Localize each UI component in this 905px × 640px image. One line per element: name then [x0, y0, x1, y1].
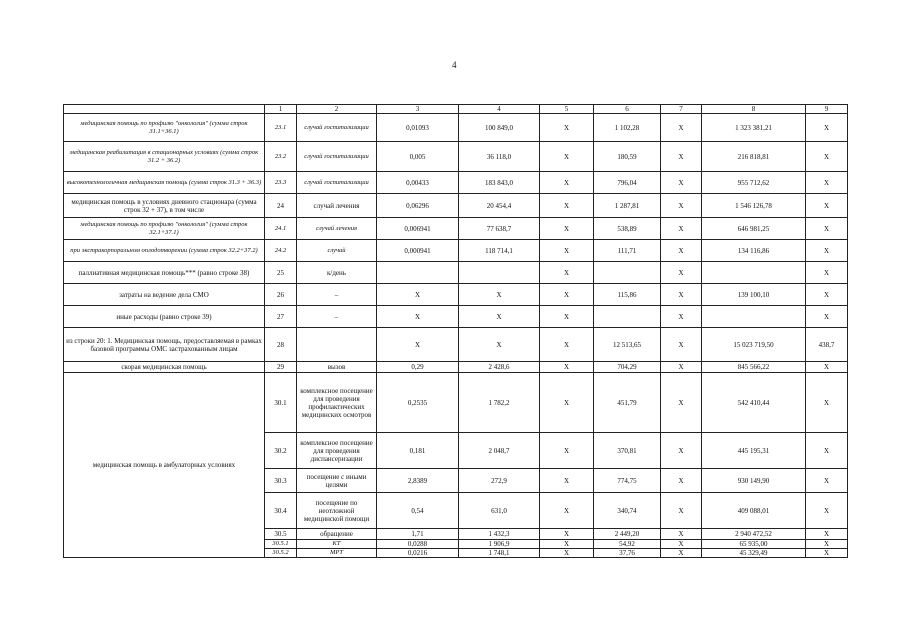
value-cell: 0,01093 [377, 114, 459, 142]
row-code-cell: 25 [265, 262, 297, 284]
header-cell: 2 [297, 105, 377, 114]
row-code-cell: 24.1 [265, 218, 297, 240]
table-row [64, 218, 848, 240]
row-unit-cell: комплексное посещение для проведения профилактических медицинских осмотров [297, 373, 377, 433]
value-cell: Х [540, 240, 594, 262]
value-cell: 139 100,10 [702, 284, 806, 306]
value-cell: 272,9 [459, 469, 540, 493]
value-cell: Х [806, 540, 848, 549]
value-cell: Х [806, 362, 848, 373]
value-cell: Х [459, 306, 540, 328]
value-cell: Х [540, 549, 594, 558]
value-cell: 111,71 [594, 240, 661, 262]
value-cell: Х [661, 469, 702, 493]
table-row [64, 172, 848, 194]
value-cell: 118 714,1 [459, 240, 540, 262]
value-cell: Х [377, 306, 459, 328]
row-name-cell: медицинская помощь в условиях дневного стационара (сумма строк 32 + 37), в том числе [64, 194, 265, 218]
value-cell: 0,2535 [377, 373, 459, 433]
value-cell: Х [377, 328, 459, 362]
row-code-cell: 27 [265, 306, 297, 328]
table-row [64, 362, 848, 373]
value-cell: 100 849,0 [459, 114, 540, 142]
value-cell: Х [806, 529, 848, 540]
value-cell: Х [540, 373, 594, 433]
value-cell: 340,74 [594, 493, 661, 529]
value-cell: Х [806, 373, 848, 433]
value-cell: 37,76 [594, 549, 661, 558]
row-unit-cell: вызов [297, 362, 377, 373]
value-cell: 955 712,62 [702, 172, 806, 194]
value-cell: 77 638,7 [459, 218, 540, 240]
value-cell: 1 432,3 [459, 529, 540, 540]
value-cell: 438,7 [806, 328, 848, 362]
table-row [64, 373, 848, 433]
value-cell: 2 428,6 [459, 362, 540, 373]
value-cell: 845 566,22 [702, 362, 806, 373]
value-cell: Х [540, 529, 594, 540]
value-cell: 0,005 [377, 142, 459, 172]
value-cell: Х [661, 218, 702, 240]
header-row [64, 105, 848, 114]
value-cell: 796,04 [594, 172, 661, 194]
value-cell: Х [661, 493, 702, 529]
row-code-cell: 24.2 [265, 240, 297, 262]
value-cell: Х [661, 172, 702, 194]
row-unit-cell: – [297, 284, 377, 306]
value-cell: Х [459, 328, 540, 362]
row-unit-cell [297, 328, 377, 362]
row-name-cell: скорая медицинская помощь [64, 362, 265, 373]
value-cell: 45 329,49 [702, 549, 806, 558]
row-unit-cell: случай лечения [297, 194, 377, 218]
value-cell: Х [806, 218, 848, 240]
value-cell: 2 940 472,52 [702, 529, 806, 540]
value-cell: 36 118,0 [459, 142, 540, 172]
value-cell: Х [540, 284, 594, 306]
value-cell: 65 935,00 [702, 540, 806, 549]
table-row [64, 142, 848, 172]
value-cell: 646 981,25 [702, 218, 806, 240]
header-cell: 3 [377, 105, 459, 114]
row-name-cell: паллиативная медицинская помощь*** (равно строке 38) [64, 262, 265, 284]
row-code-cell: 23.3 [265, 172, 297, 194]
value-cell: Х [540, 540, 594, 549]
value-cell: Х [540, 469, 594, 493]
row-code-cell: 30.2 [265, 433, 297, 469]
header-cell: 8 [702, 105, 806, 114]
value-cell: Х [540, 262, 594, 284]
value-cell: 930 149,90 [702, 469, 806, 493]
row-name-cell: медицинская реабилитация в стационарных условиях (сумма строк 31.2 + 36.2) [64, 142, 265, 172]
table-row [64, 328, 848, 362]
value-cell: Х [540, 142, 594, 172]
value-cell: Х [661, 433, 702, 469]
value-cell: 631,0 [459, 493, 540, 529]
row-unit-cell: обращение [297, 529, 377, 540]
row-unit-cell: МРТ [297, 549, 377, 558]
value-cell [594, 306, 661, 328]
row-name-cell: медицинская помощь по профилю "онкология" (сумма строк 31.1+36.1) [64, 114, 265, 142]
value-cell: Х [540, 194, 594, 218]
value-cell: Х [806, 493, 848, 529]
row-code-cell: 23.2 [265, 142, 297, 172]
value-cell: Х [806, 194, 848, 218]
value-cell: 774,75 [594, 469, 661, 493]
header-cell: 5 [540, 105, 594, 114]
value-cell: 15 023 719,50 [702, 328, 806, 362]
row-code-cell: 30.1 [265, 373, 297, 433]
row-unit-cell: случай госпитализации [297, 142, 377, 172]
row-code-cell: 26 [265, 284, 297, 306]
value-cell: Х [661, 328, 702, 362]
value-cell: 451,79 [594, 373, 661, 433]
row-name-cell: затраты на ведение дела СМО [64, 284, 265, 306]
table-row [64, 240, 848, 262]
value-cell: 2 449,20 [594, 529, 661, 540]
value-cell: 134 116,86 [702, 240, 806, 262]
value-cell: Х [540, 114, 594, 142]
row-code-cell: 30.5.1 [265, 540, 297, 549]
row-code-cell: 30.5.2 [265, 549, 297, 558]
row-unit-cell: случай лечения [297, 218, 377, 240]
value-cell: Х [540, 328, 594, 362]
value-cell [459, 262, 540, 284]
value-cell: Х [806, 172, 848, 194]
value-cell [377, 262, 459, 284]
value-cell: Х [661, 262, 702, 284]
value-cell: Х [806, 240, 848, 262]
table-row [64, 114, 848, 142]
value-cell: Х [806, 284, 848, 306]
row-code-cell: 28 [265, 328, 297, 362]
row-code-cell: 29 [265, 362, 297, 373]
value-cell: Х [661, 114, 702, 142]
row-unit-cell: к/день [297, 262, 377, 284]
ambulatory-label-cell: медицинская помощь в амбулаторных условиях [64, 373, 265, 558]
value-cell: 0,000941 [377, 240, 459, 262]
value-cell: 0,06296 [377, 194, 459, 218]
value-cell: Х [661, 240, 702, 262]
value-cell: 1 287,81 [594, 194, 661, 218]
table-row [64, 262, 848, 284]
value-cell: Х [661, 373, 702, 433]
row-unit-cell: случай [297, 240, 377, 262]
row-code-cell: 30.3 [265, 469, 297, 493]
value-cell: Х [661, 306, 702, 328]
value-cell [702, 262, 806, 284]
value-cell [702, 306, 806, 328]
value-cell: 2,8389 [377, 469, 459, 493]
header-cell: 7 [661, 105, 702, 114]
value-cell: 2 048,7 [459, 433, 540, 469]
row-unit-cell: случай госпитализации [297, 114, 377, 142]
row-code-cell: 24 [265, 194, 297, 218]
value-cell: Х [540, 306, 594, 328]
row-unit-cell: – [297, 306, 377, 328]
table-row [64, 306, 848, 328]
value-cell: 1 102,28 [594, 114, 661, 142]
row-name-cell: высокотехнологичная медицинская помощь (сумма строк 31.3 + 36.3) [64, 172, 265, 194]
value-cell: Х [661, 540, 702, 549]
value-cell: 20 454,4 [459, 194, 540, 218]
value-cell: Х [540, 362, 594, 373]
value-cell: Х [540, 433, 594, 469]
row-unit-cell: посещение с иными целями [297, 469, 377, 493]
value-cell: Х [806, 469, 848, 493]
value-cell: 704,29 [594, 362, 661, 373]
value-cell: Х [806, 142, 848, 172]
row-name-cell: из строки 20: 1. Медицинская помощь, предоставляемая в рамках базовой программы ОМС застрахованным лицам [64, 328, 265, 362]
row-unit-cell: КТ [297, 540, 377, 549]
header-cell: 6 [594, 105, 661, 114]
value-cell: 216 818,81 [702, 142, 806, 172]
value-cell: Х [661, 194, 702, 218]
header-cell [64, 105, 265, 114]
value-cell: Х [806, 114, 848, 142]
row-unit-cell: случай госпитализации [297, 172, 377, 194]
row-code-cell: 30.5 [265, 529, 297, 540]
value-cell: Х [661, 362, 702, 373]
value-cell: Х [806, 306, 848, 328]
value-cell: 180,59 [594, 142, 661, 172]
value-cell: 0,006941 [377, 218, 459, 240]
value-cell: Х [459, 284, 540, 306]
value-cell: Х [540, 493, 594, 529]
table-body [64, 105, 848, 558]
header-cell: 1 [265, 105, 297, 114]
value-cell: 0,0288 [377, 540, 459, 549]
value-cell: Х [806, 262, 848, 284]
row-code-cell: 30.4 [265, 493, 297, 529]
page-number: 4 [452, 60, 457, 70]
value-cell: Х [661, 284, 702, 306]
value-cell: Х [806, 549, 848, 558]
value-cell: 115,86 [594, 284, 661, 306]
value-cell: 0,0216 [377, 549, 459, 558]
value-cell: 1,71 [377, 529, 459, 540]
value-cell: 183 843,0 [459, 172, 540, 194]
row-code-cell: 23.1 [265, 114, 297, 142]
value-cell: 538,89 [594, 218, 661, 240]
value-cell: 54,92 [594, 540, 661, 549]
row-unit-cell: комплексное посещение для проведения диспансеризации [297, 433, 377, 469]
row-name-cell: при экстракорпоральном оплодотворении (сумма строк 32.2+37.2) [64, 240, 265, 262]
value-cell: 0,00433 [377, 172, 459, 194]
table-row [64, 284, 848, 306]
value-cell: Х [806, 433, 848, 469]
statistics-table [63, 104, 848, 558]
table-row [64, 194, 848, 218]
row-unit-cell: посещение по неотложной медицинской помощи [297, 493, 377, 529]
value-cell: 0,29 [377, 362, 459, 373]
row-name-cell: медицинская помощь по профилю "онкология" (сумма строк 32.1+37.1) [64, 218, 265, 240]
value-cell: 1 748,1 [459, 549, 540, 558]
value-cell: 1 906,9 [459, 540, 540, 549]
value-cell: Х [540, 172, 594, 194]
value-cell: Х [377, 284, 459, 306]
value-cell: 1 782,2 [459, 373, 540, 433]
row-name-cell: иные расходы (равно строке 39) [64, 306, 265, 328]
value-cell: 1 323 381,21 [702, 114, 806, 142]
value-cell: Х [661, 142, 702, 172]
value-cell: Х [540, 218, 594, 240]
value-cell: 409 088,01 [702, 493, 806, 529]
value-cell: 542 410,44 [702, 373, 806, 433]
value-cell: 370,81 [594, 433, 661, 469]
value-cell: 0,181 [377, 433, 459, 469]
header-cell: 9 [806, 105, 848, 114]
value-cell [594, 262, 661, 284]
value-cell: 1 546 126,78 [702, 194, 806, 218]
value-cell: 12 513,65 [594, 328, 661, 362]
value-cell: 0,54 [377, 493, 459, 529]
value-cell: 445 195,31 [702, 433, 806, 469]
value-cell: Х [661, 549, 702, 558]
value-cell: Х [661, 529, 702, 540]
header-cell: 4 [459, 105, 540, 114]
